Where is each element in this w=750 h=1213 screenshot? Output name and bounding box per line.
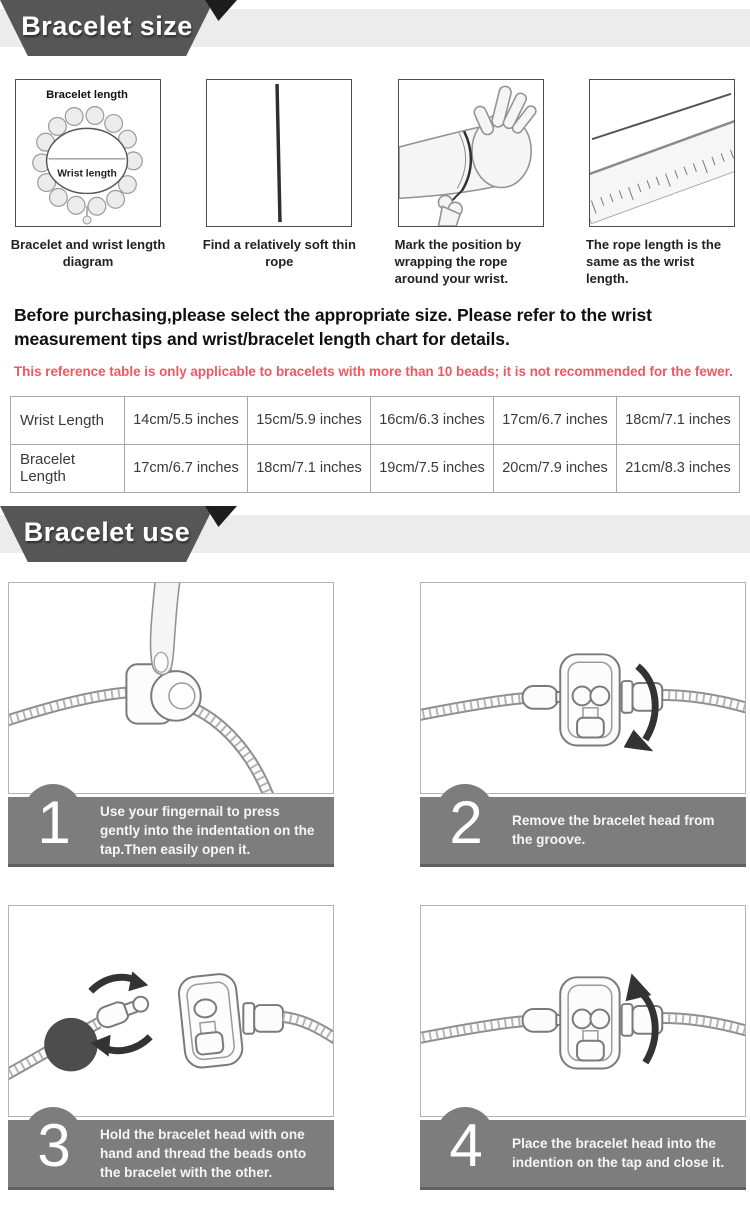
measure-step-2	[195, 79, 363, 288]
step-caption: The rope length is the same as the wrist length.	[585, 237, 722, 286]
use-step-1	[8, 582, 334, 867]
table-cell: 18cm/7.1 inches	[248, 444, 371, 492]
table-row-wrist	[11, 396, 740, 444]
ruler-image	[589, 79, 735, 227]
row-header-bracelet: Bracelet Length	[11, 444, 125, 492]
table-cell: 18cm/7.1 inches	[617, 396, 740, 444]
step-caption: Mark the position by wrapping the rope around your wrist.	[394, 237, 522, 286]
use-step-3	[8, 905, 334, 1190]
bracelet-length-label: Bracelet length	[46, 88, 128, 101]
table-cell: 14cm/5.5 inches	[125, 396, 248, 444]
thread-beads-image	[8, 905, 334, 1117]
ruler-illustration	[590, 80, 734, 226]
use-step-1-caption-bar	[8, 788, 334, 867]
use-steps-grid	[8, 582, 750, 1190]
bracelet-diagram-image	[15, 79, 161, 227]
measure-step-3	[387, 79, 555, 288]
row-header-wrist: Wrist Length	[11, 396, 125, 444]
step-number: 3	[37, 1111, 71, 1179]
press-clasp-illustration	[9, 583, 333, 793]
table-cell: 20cm/7.9 inches	[494, 444, 617, 492]
open-clasp-image	[8, 582, 334, 794]
bracelet-size-banner	[0, 0, 750, 58]
close-clasp-image	[420, 905, 746, 1117]
step-number: 4	[449, 1111, 483, 1179]
table-cell: 21cm/8.3 inches	[617, 444, 740, 492]
wrist-wrap-image	[398, 79, 544, 227]
wrist-wrap-illustration	[399, 80, 543, 226]
step-text: Remove the bracelet head from the groove.	[512, 813, 715, 848]
use-step-2-caption-bar	[420, 788, 746, 867]
step-number: 2	[449, 788, 483, 856]
rope-illustration	[207, 80, 351, 226]
wrist-length-label: Wrist length	[57, 168, 117, 180]
table-cell: 17cm/6.7 inches	[494, 396, 617, 444]
step-text: Use your fingernail to press gently into the indentation on the tap.Then easily open it.	[100, 803, 315, 858]
use-step-4	[420, 905, 746, 1190]
step-text: Hold the bracelet head with one hand and thread the beads onto the bracelet with the other.	[100, 1126, 307, 1181]
table-cell: 15cm/5.9 inches	[248, 396, 371, 444]
use-step-4-caption-bar	[420, 1111, 746, 1190]
section-title-size: Bracelet size	[21, 11, 193, 41]
table-cell: 16cm/6.3 inches	[371, 396, 494, 444]
measure-step-4	[578, 79, 746, 288]
bracelet-use-banner	[0, 506, 750, 564]
close-clasp-illustration	[421, 906, 745, 1116]
step-text: Place the bracelet head into the indention on the tap and close it.	[512, 1136, 725, 1171]
thread-beads-illustration	[9, 906, 333, 1116]
bracelet-diagram-illustration	[16, 80, 160, 226]
measure-step-1	[4, 79, 172, 288]
step-caption: Find a relatively soft thin rope	[202, 237, 356, 269]
use-step-2	[420, 582, 746, 867]
table-cell: 19cm/7.5 inches	[371, 444, 494, 492]
purchase-note: Before purchasing,please select the appropriate size. Please refer to the wrist measurement tips and wrist/bracelet length chart for details.	[14, 304, 652, 349]
table-cell: 17cm/6.7 inches	[125, 444, 248, 492]
use-step-3-caption-bar	[8, 1111, 334, 1190]
rope-image	[206, 79, 352, 227]
measurement-steps-row	[0, 79, 750, 288]
reference-warning: This reference table is only applicable to bracelets with more than 10 beads; it is not recommended for the fewer.	[14, 363, 733, 379]
table-row-bracelet	[11, 444, 740, 492]
remove-head-illustration	[421, 583, 745, 793]
step-number: 1	[37, 788, 71, 856]
section-title-use: Bracelet use	[23, 516, 191, 547]
remove-head-image	[420, 582, 746, 794]
step-caption: Bracelet and wrist length diagram	[10, 237, 166, 269]
size-chart-table	[10, 396, 740, 493]
